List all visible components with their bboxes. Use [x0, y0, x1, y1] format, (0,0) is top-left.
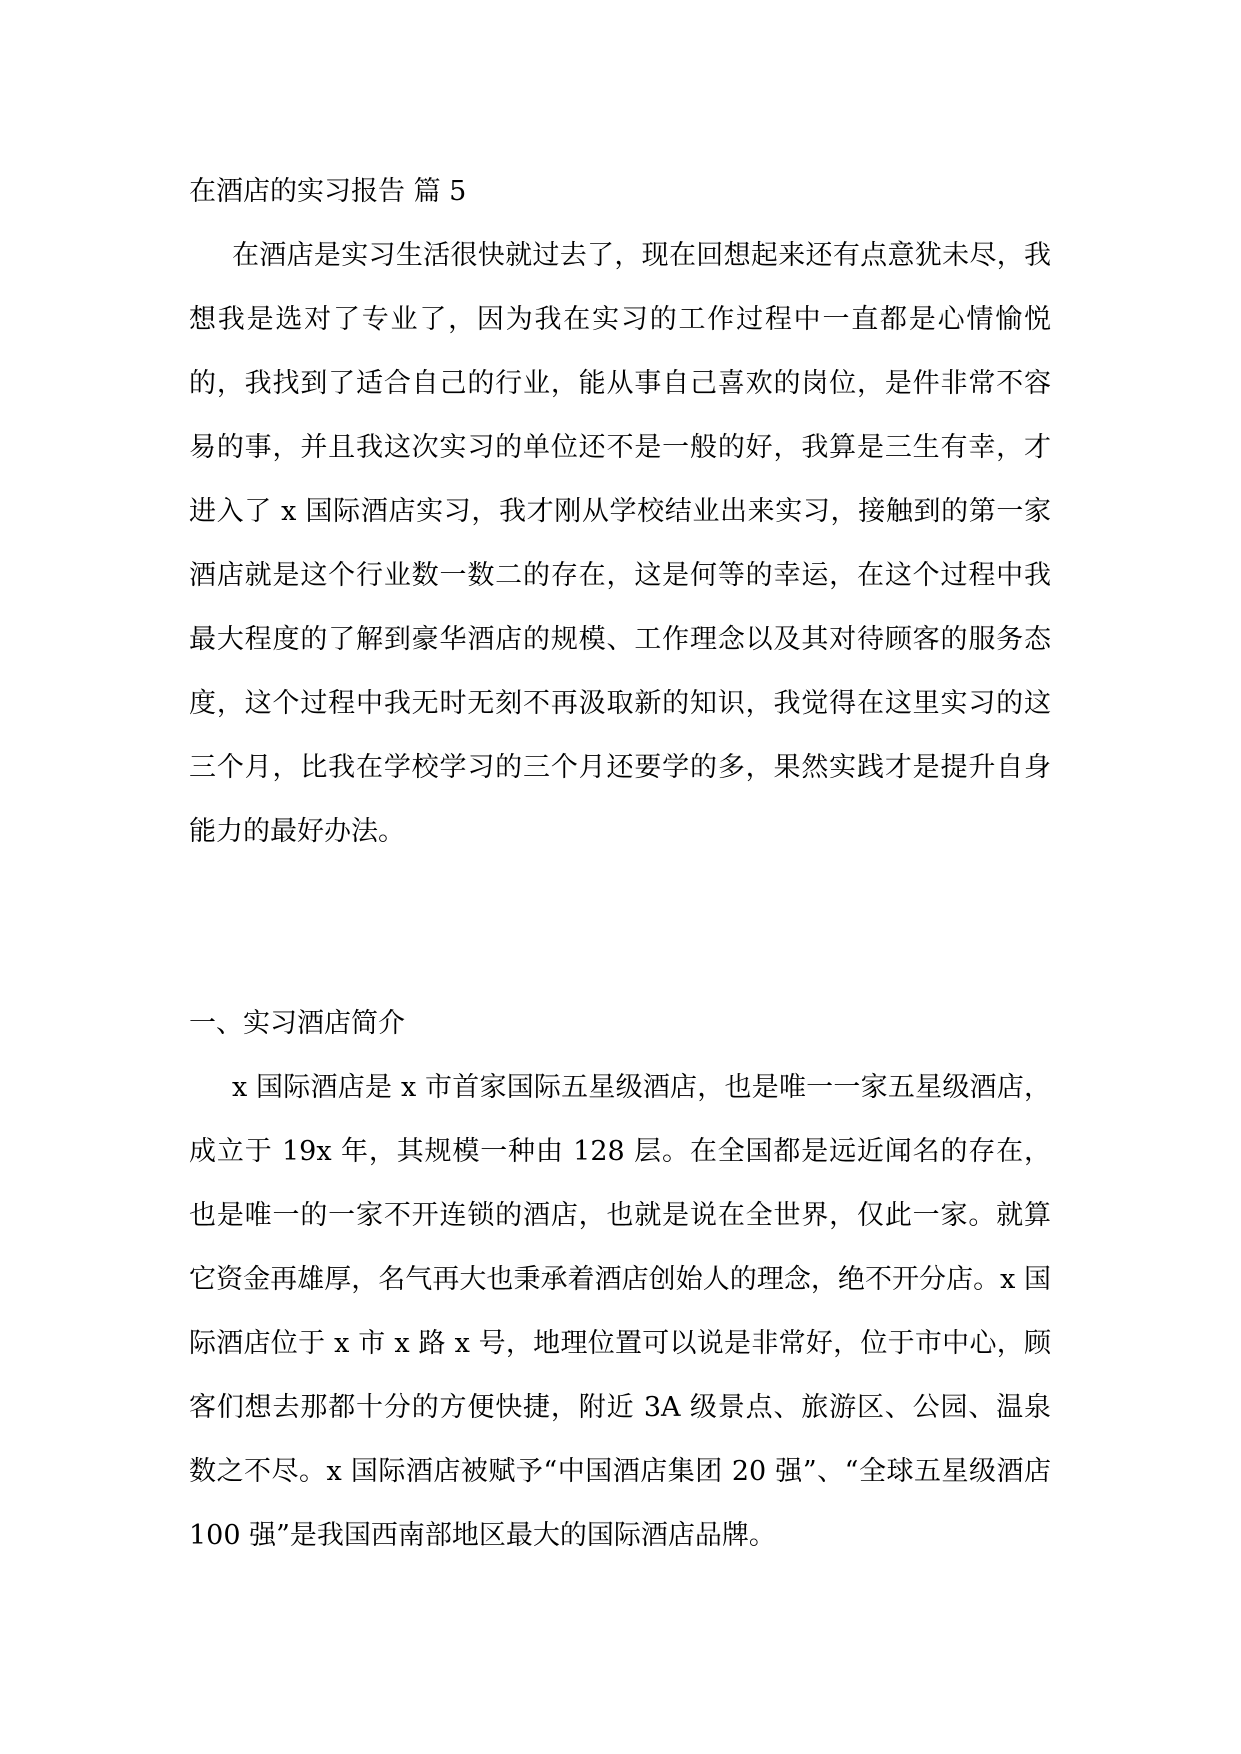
hotel-intro-paragraph: x 国际酒店是 x 市首家国际五星级酒店，也是唯一一家五星级酒店，成立于 19x 年，其规模一种由 128 层。在全国都是远近闻名的存在，也是唯一的一家不开连锁的酒店，也就是说在全世界，仅此一家。就算它资金再雄厚，名气再大也秉承着酒店创始人的理念，绝不开分店。x 国际酒店位于 x 市 x 路 x 号，地理位置可以说是非常好，位于市中心，顾客们想去那都十分的方便快捷，附近 3A 级景点、旅游区、公园、温泉数之不尽。x 国际酒店被赋予“中国酒店集团 20 强”、“全球五星级酒店 100 强”是我国西南部地区最大的国际酒店品牌。 [189, 1072, 1051, 1551]
intro-paragraph: 在酒店是实习生活很快就过去了，现在回想起来还有点意犹未尽，我想我是选对了专业了，因为我在实习的工作过程中一直都是心情愉悦的，我找到了适合自己的行业，能从事自己喜欢的岗位，是件非常不容易的事，并且我这次实习的单位还不是一般的好，我算是三生有幸，才进入了 x 国际酒店实习，我才刚从学校结业出来实习，接触到的第一家酒店就是这个行业数一数二的存在，这是何等的幸运，在这个过程中我最大程度的了解到豪华酒店的规模、工作理念以及其对待顾客的服务态度，这个过程中我无时无刻不再汲取新的知识，我觉得在这里实习的这三个月，比我在学校学习的三个月还要学的多，果然实践才是提升自身能力的最好办法。 [189, 240, 1051, 847]
section-spacer [189, 864, 1051, 992]
document-title: 在酒店的实习报告 篇 5 [189, 176, 467, 207]
document-body [189, 160, 1051, 1568]
section-heading-hotel-intro: 一、实习酒店简介 [189, 1008, 405, 1039]
